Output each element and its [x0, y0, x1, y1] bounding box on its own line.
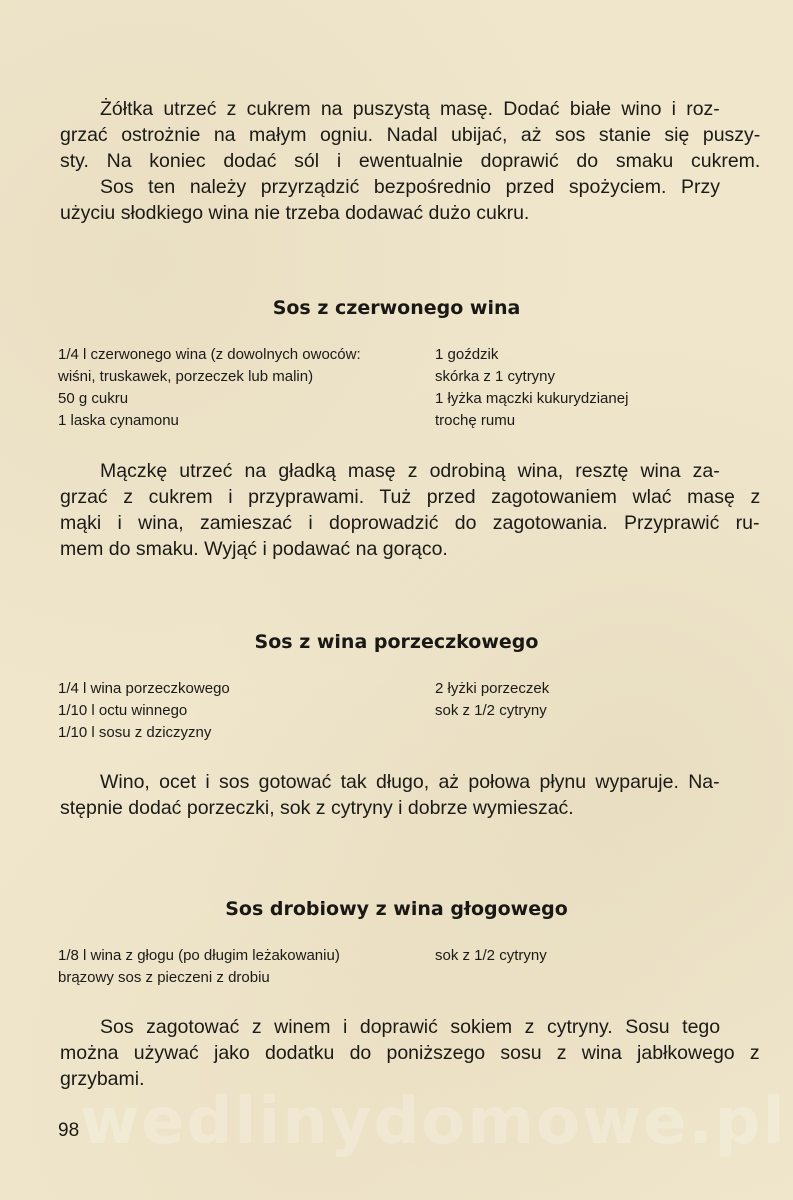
ingredients-right — [435, 344, 628, 432]
recipe-title: Sos z czerwonego wina — [272, 297, 521, 319]
ingredients-left — [58, 344, 361, 432]
ingredients-left — [58, 945, 340, 989]
ingredient: 1 goździk — [435, 346, 499, 363]
text-line: sty. Na koniec dodać sól i ewentualnie doprawić do smaku cukrem. — [60, 150, 761, 172]
ingredient: 2 łyżki porzeczek — [435, 680, 550, 697]
ingredient: 1/10 l sosu z dziczyzny — [58, 724, 212, 741]
ingredient: 1/8 l wina z głogu (po długim leżakowaniu) — [58, 947, 340, 964]
text-line: grzybami. — [60, 1068, 145, 1090]
text-line: grzać ostrożnie na małym ogniu. Nadal ubijać, aż sos stanie się puszy- — [60, 124, 761, 146]
ingredient: skórka z 1 cytryny — [435, 368, 556, 385]
ingredient: brązowy sos z pieczeni z drobiu — [58, 969, 270, 986]
ingredient: sok z 1/2 cytryny — [435, 947, 547, 964]
text-line: Wino, ocet i sos gotować tak długo, aż połowa płynu wyparuje. Na- — [100, 771, 720, 793]
text-line: Sos ten należy przyrządzić bezpośrednio przed spożyciem. Przy — [100, 176, 720, 198]
ingredient: 1 łyżka mączki kukurydzianej — [435, 390, 629, 407]
ingredients-right — [435, 678, 549, 722]
ingredient: 1/4 l czerwonego wina (z dowolnych owoców: — [58, 346, 361, 363]
method-paragraph — [60, 1014, 760, 1092]
intro-paragraph — [60, 96, 760, 226]
text-line: Mączkę utrzeć na gładką masę z odrobiną wina, resztę wina za- — [100, 460, 720, 482]
recipe-title: Sos drobiowy z wina głogowego — [225, 898, 568, 920]
text-line: mem do smaku. Wyjąć i podawać na gorąco. — [60, 538, 448, 560]
watermark: wedlinydomowe.pl — [80, 1085, 787, 1159]
text-line: grzać z cukrem i przyprawami. Tuż przed zagotowaniem wlać masę z — [60, 486, 761, 508]
recipe-title: Sos z wina porzeczkowego — [254, 631, 539, 653]
ingredient: sok z 1/2 cytryny — [435, 702, 547, 719]
text-line: mąki i wina, zamieszać i doprowadzić do zagotowania. Przyprawić ru- — [60, 512, 760, 534]
ingredient: wiśni, truskawek, porzeczek lub malin) — [58, 368, 314, 385]
method-paragraph — [60, 458, 760, 562]
ingredient: 1/10 l octu winnego — [58, 702, 188, 719]
text-line: można używać jako dodatku do poniższego sosu z wina jabłkowego z — [60, 1042, 760, 1064]
ingredient: 1 laska cynamonu — [58, 412, 179, 429]
ingredients-right — [435, 945, 547, 967]
ingredients-left — [58, 678, 230, 744]
ingredient: trochę rumu — [435, 412, 516, 429]
text-line: użyciu słodkiego wina nie trzeba dodawać dużo cukru. — [60, 202, 530, 224]
text-line: Żółtka utrzeć z cukrem na puszystą masę. Dodać białe wino i roz- — [100, 98, 720, 120]
ingredient: 50 g cukru — [58, 390, 129, 407]
ingredient: 1/4 l wina porzeczkowego — [58, 680, 230, 697]
text-line: stępnie dodać porzeczki, sok z cytryny i dobrze wymieszać. — [60, 797, 574, 819]
page-number: 98 — [58, 1120, 80, 1141]
text-line: Sos zagotować z winem i doprawić sokiem z cytryny. Sosu tego — [100, 1016, 721, 1038]
method-paragraph — [60, 769, 760, 821]
